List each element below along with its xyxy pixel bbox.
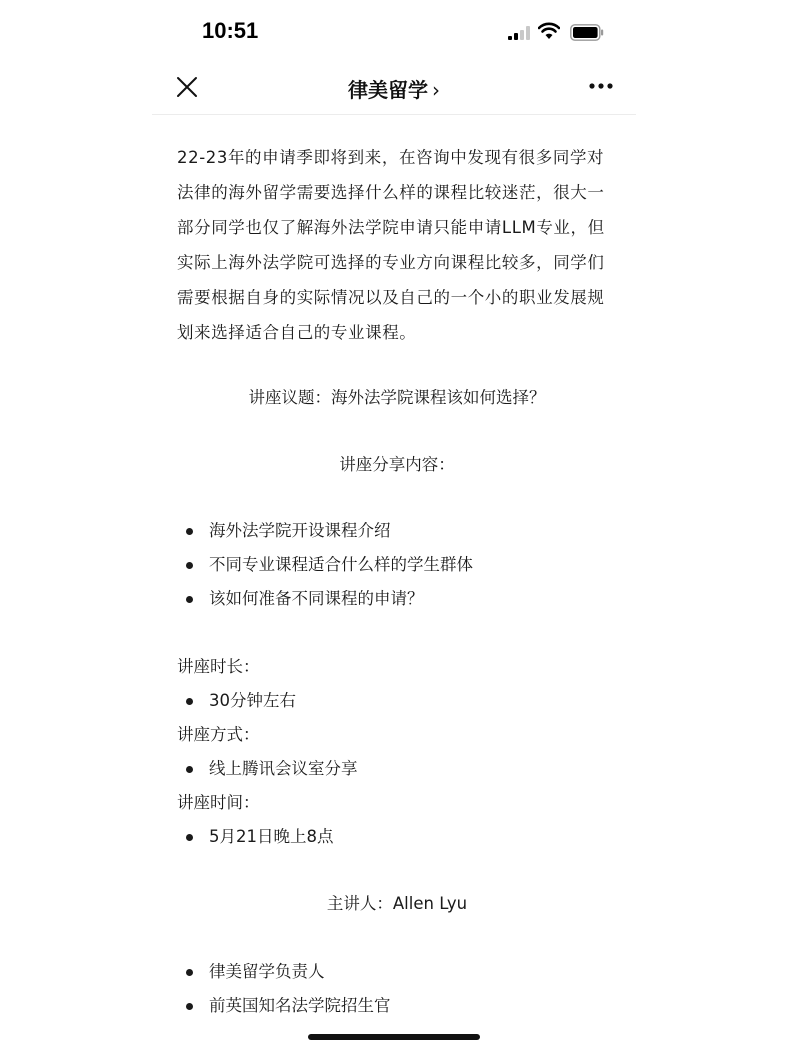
lecture-topic: 讲座议题：海外法学院课程该如何选择？ xyxy=(248,388,546,407)
format-list xyxy=(177,752,617,786)
home-indicator[interactable] xyxy=(308,1034,480,1040)
account-title[interactable] xyxy=(152,74,636,103)
phone-screen xyxy=(152,0,636,1051)
intro-paragraph: 22-23年的申请季即将到来，在咨询中发现有很多同学对法律的海外留学需要选择什么样的课程比较迷茫，很大一部分同学也仅了解海外法学院申请只能申请LLM专业，但实际上海外法学院可选择的专业方向课程比较多，同学们需要根据自身的实际情况以及自己的一个小的职业发展规划来选择适合自己的专业课程。 xyxy=(177,148,605,342)
time-list xyxy=(177,820,617,854)
list-item: 前英国知名法学院招生官 xyxy=(177,989,617,1023)
time-label: 讲座时间： xyxy=(177,793,260,812)
lecture-content-heading: 讲座分享内容： xyxy=(339,455,455,474)
list-item: 该如何准备不同课程的申请？ xyxy=(177,582,617,616)
battery-icon xyxy=(570,24,604,41)
account-name: 律美留学 xyxy=(348,78,428,102)
lecture-content-list xyxy=(177,514,617,616)
list-item: 30分钟左右 xyxy=(177,684,617,718)
article-body xyxy=(177,140,617,1023)
list-item: 不同专业课程适合什么样的学生群体 xyxy=(177,548,617,582)
list-item: 海外法学院开设课程介绍 xyxy=(177,514,617,548)
cellular-signal-icon xyxy=(508,26,532,40)
chevron-right-icon: › xyxy=(432,78,440,102)
format-label: 讲座方式： xyxy=(177,725,260,744)
wifi-icon xyxy=(538,22,560,40)
status-time: 10:51 xyxy=(202,18,259,43)
list-item: 律美留学负责人 xyxy=(177,955,617,989)
duration-label: 讲座时长： xyxy=(177,657,260,676)
speaker-line: 主讲人：Allen Lyu xyxy=(326,894,468,913)
list-item: 5月21日晚上8点 xyxy=(177,820,617,854)
nav-bar xyxy=(152,64,636,115)
duration-list xyxy=(177,684,617,718)
list-item: 线上腾讯会议室分享 xyxy=(177,752,617,786)
status-bar xyxy=(152,0,636,64)
more-icon[interactable] xyxy=(588,82,614,90)
speaker-list xyxy=(177,955,617,1023)
